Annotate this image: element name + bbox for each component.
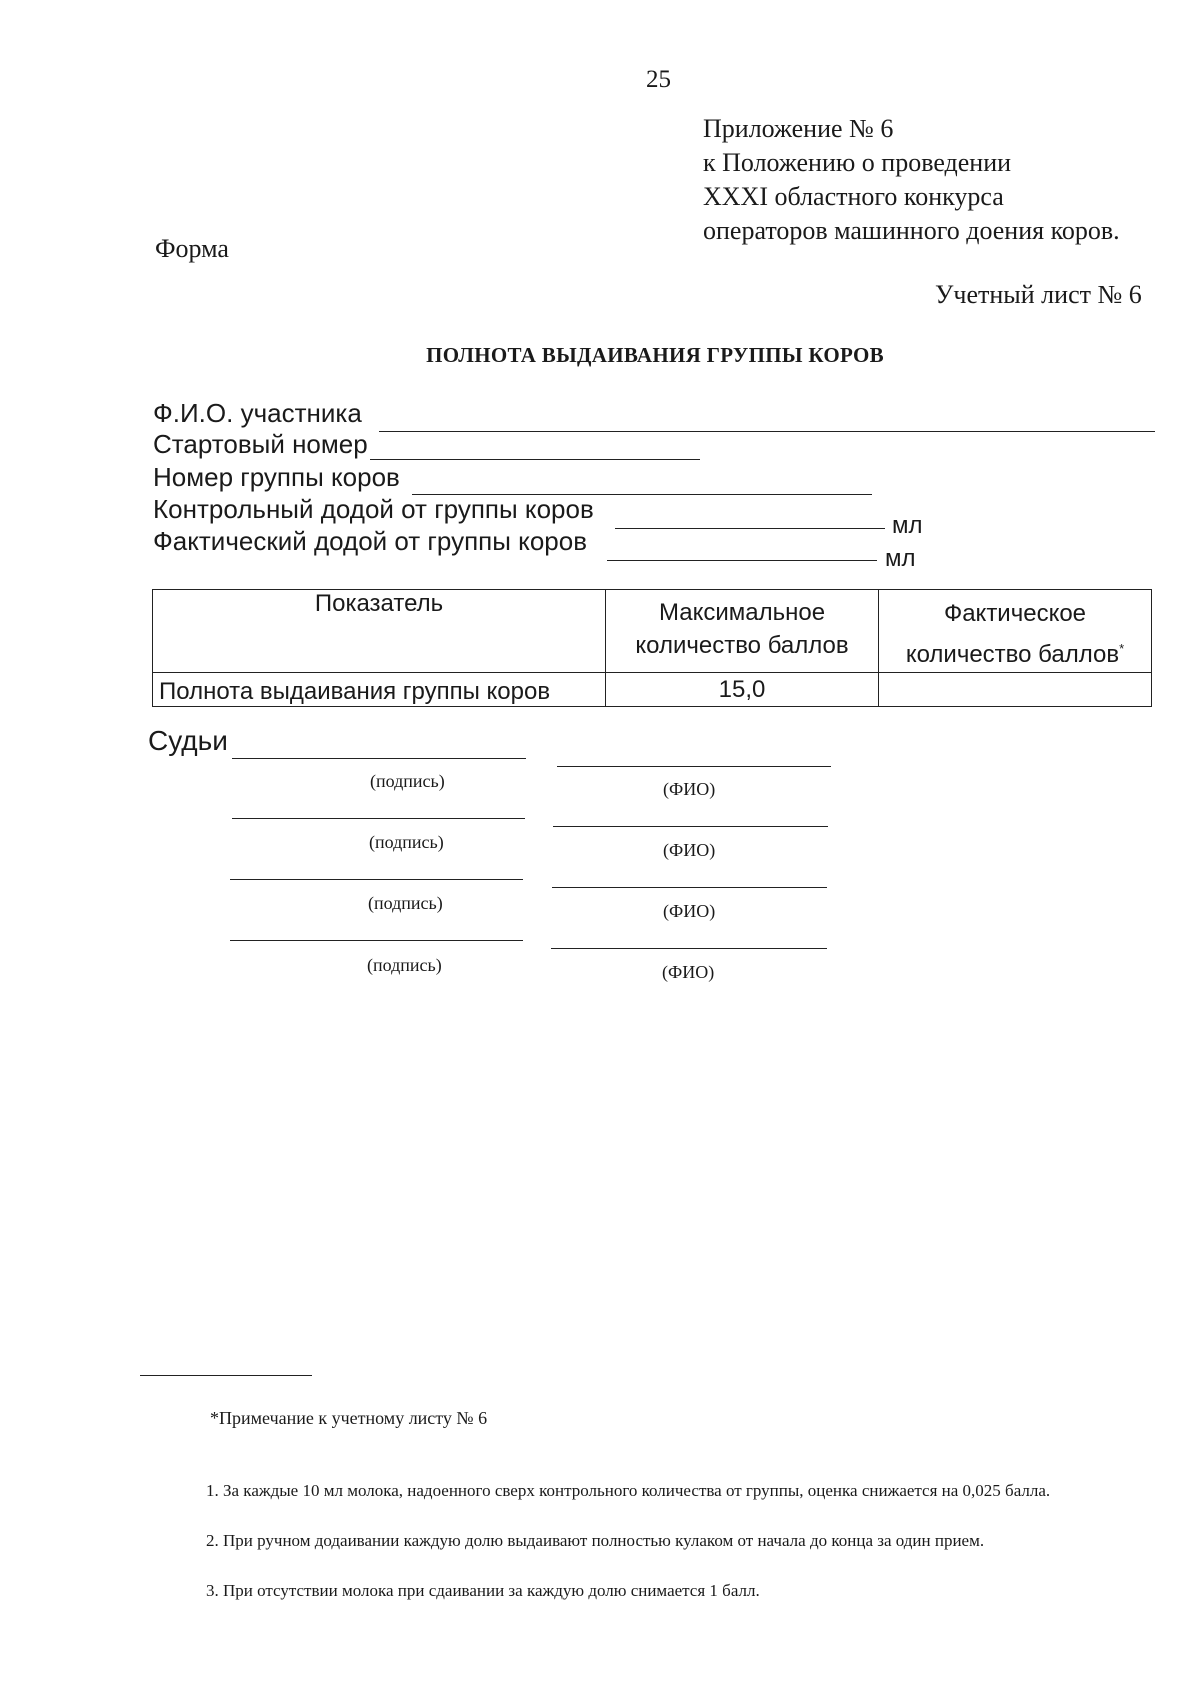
- indicator-header-label: Показатель: [314, 590, 444, 617]
- judge-3-signature-caption: (подпись): [368, 893, 443, 913]
- judges-label: Судьи: [148, 725, 228, 756]
- actual-score-header-line1: Фактическое: [943, 600, 1087, 627]
- judge-2-name-line[interactable]: [553, 826, 828, 827]
- judge-1-name-line[interactable]: [557, 766, 831, 767]
- page-number: 25: [646, 66, 671, 93]
- score-table: [152, 589, 1152, 707]
- notes-title: *Примечание к учетному листу № 6: [210, 1408, 488, 1428]
- footnote-mark: *: [1119, 641, 1125, 656]
- participant-name-label: Ф.И.О. участника: [153, 398, 362, 428]
- appendix-line-3: XXXI областного конкурса: [703, 182, 1004, 211]
- form-label: Форма: [155, 234, 229, 263]
- actual-score-header: [879, 590, 1152, 673]
- judge-3-signature-line[interactable]: [230, 879, 523, 880]
- control-yield-field[interactable]: [615, 528, 885, 529]
- judge-3-name-line[interactable]: [552, 887, 827, 888]
- appendix-line-2: к Положению о проведении: [703, 148, 1012, 177]
- indicator-header: [153, 590, 606, 673]
- appendix-line-4: операторов машинного доения коров.: [703, 216, 1120, 245]
- control-yield-unit: мл: [892, 512, 923, 539]
- note-item-3: 3. При отсутствии молока при сдаивании за каждую долю снимается 1 балл.: [206, 1581, 760, 1600]
- table-row: [153, 673, 1152, 707]
- sheet-label: Учетный лист № 6: [935, 280, 1142, 309]
- actual-yield-field[interactable]: [607, 560, 877, 561]
- judge-3-name-caption: (ФИО): [663, 901, 716, 921]
- judge-4-name-caption: (ФИО): [662, 962, 715, 982]
- appendix-line-1: Приложение № 6: [703, 114, 894, 143]
- control-yield-label: Контрольный додой от группы коров: [153, 494, 594, 524]
- judge-4-signature-caption: (подпись): [367, 955, 442, 975]
- judge-1-signature-caption: (подпись): [370, 771, 445, 791]
- judge-4-signature-line[interactable]: [230, 940, 523, 941]
- actual-score-header-line2: количество баллов: [905, 641, 1120, 668]
- start-number-field[interactable]: [370, 459, 700, 460]
- judge-1-name-caption: (ФИО): [663, 779, 716, 799]
- note-item-2: 2. При ручном додаивании каждую долю выдаивают полностью кулаком от начала до конца за один прием.: [206, 1531, 985, 1550]
- document-title: ПОЛНОТА ВЫДАИВАНИЯ ГРУППЫ КОРОВ: [426, 343, 884, 367]
- start-number-label: Стартовый номер: [153, 429, 368, 459]
- judge-1-signature-line[interactable]: [232, 758, 526, 759]
- participant-name-field[interactable]: [379, 431, 1155, 432]
- judge-4-name-line[interactable]: [551, 948, 827, 949]
- max-score-header-line1: Максимальное: [658, 599, 826, 626]
- actual-score-cell[interactable]: [879, 673, 1152, 707]
- footnote-divider: [140, 1375, 312, 1376]
- actual-yield-unit: мл: [885, 545, 916, 572]
- max-score-cell: 15,0: [606, 673, 879, 707]
- indicator-cell: Полнота выдаивания группы коров: [153, 673, 606, 707]
- note-item-1: 1. За каждые 10 мл молока, надоенного сверх контрольного количества от группы, оценка снижается на 0,025 балла.: [206, 1481, 1051, 1500]
- judge-2-signature-line[interactable]: [232, 818, 525, 819]
- table-header-row: [153, 590, 1152, 673]
- max-score-header-line2: количество баллов: [635, 632, 849, 659]
- cow-group-number-label: Номер группы коров: [153, 462, 400, 492]
- judge-2-name-caption: (ФИО): [663, 840, 716, 860]
- judge-2-signature-caption: (подпись): [369, 832, 444, 852]
- actual-yield-label: Фактический додой от группы коров: [153, 526, 588, 556]
- max-score-header: [606, 590, 879, 673]
